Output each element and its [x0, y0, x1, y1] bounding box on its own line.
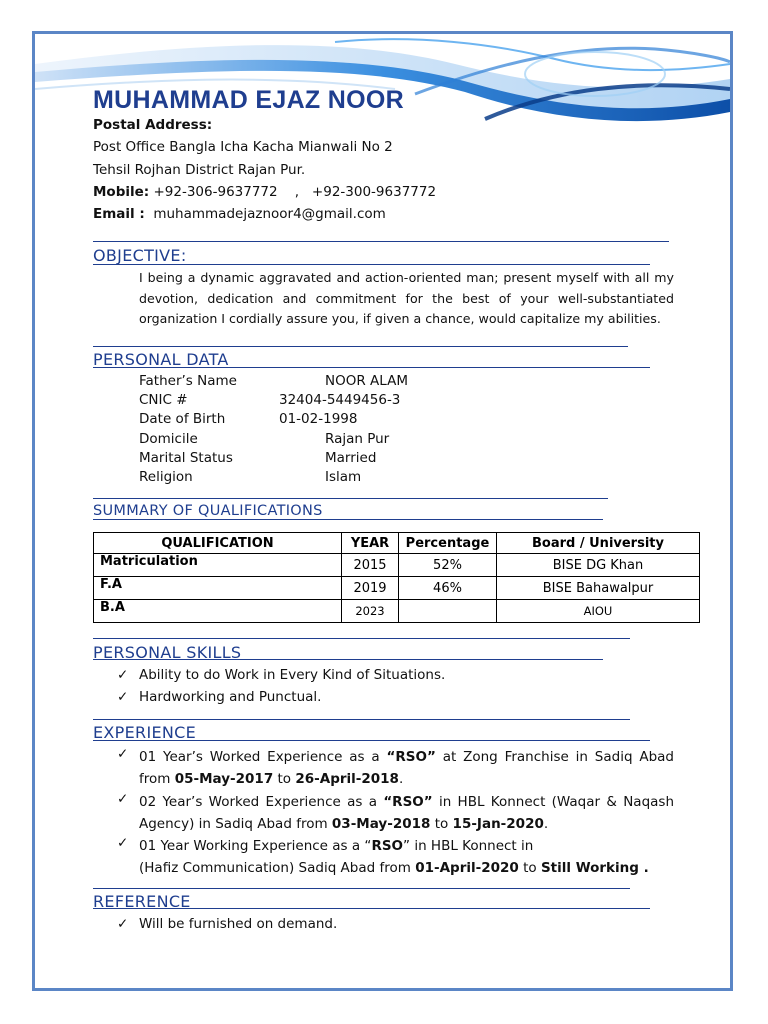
table-cell: BISE DG Khan	[497, 554, 700, 577]
table-cell: Matriculation	[94, 554, 342, 577]
personal-data-label: Marital Status	[139, 450, 233, 466]
address-line-2: Tehsil Rojhan District Rajan Pur.	[93, 162, 306, 178]
table-cell	[399, 600, 497, 623]
table-row	[94, 554, 700, 577]
personal-data-value: 32404-5449456-3	[279, 392, 401, 408]
skills-heading: PERSONAL SKILLS	[93, 643, 242, 662]
objective-heading: OBJECTIVE:	[93, 246, 187, 265]
column-header: QUALIFICATION	[94, 533, 342, 554]
divider	[93, 264, 650, 265]
address-line-1: Post Office Bangla Icha Kacha Mianwali No 2	[93, 139, 393, 155]
email-label: Email :	[93, 206, 145, 222]
divider	[93, 659, 603, 660]
divider	[93, 719, 630, 720]
reference-heading: REFERENCE	[93, 892, 191, 911]
column-header: Board / University	[497, 533, 700, 554]
mobile-line	[93, 184, 436, 200]
personal-data-label: Date of Birth	[139, 411, 226, 427]
divider	[93, 346, 628, 347]
divider	[93, 740, 650, 741]
personal-data-value: 01-02-1998	[279, 411, 358, 427]
personal-data-label: Domicile	[139, 431, 198, 447]
table-cell: AIOU	[497, 600, 700, 623]
personal-data-heading: PERSONAL DATA	[93, 350, 229, 369]
personal-data-label: CNIC #	[139, 392, 188, 408]
personal-data-label: Father’s Name	[139, 373, 237, 389]
table-cell: B.A	[94, 600, 342, 623]
qualifications-table	[93, 532, 700, 623]
table-row	[94, 577, 700, 600]
divider	[93, 908, 650, 909]
email-value[interactable]: muhammadejaznoor4@gmail.com	[144, 206, 386, 222]
experience-text: 01 Year’s Worked Experience as a “RSO” at Zong Franchise in Sadiq Abad from 05-May-2017 to 26-April-2018.	[139, 749, 674, 787]
experience-heading: EXPERIENCE	[93, 723, 197, 742]
skill-text: Ability to do Work in Every Kind of Situations.	[139, 667, 446, 683]
personal-data-value: Rajan Pur	[325, 431, 390, 447]
postal-address-label: Postal Address:	[93, 117, 213, 133]
column-header: Percentage	[399, 533, 497, 554]
divider	[93, 888, 630, 889]
candidate-name: MUHAMMAD EJAZ NOOR	[93, 86, 404, 114]
table-cell: 52%	[399, 554, 497, 577]
reference-text: Will be furnished on demand.	[139, 916, 338, 932]
table-row	[94, 600, 700, 623]
check-mark-icon: ✓	[117, 835, 129, 851]
table-cell: BISE Bahawalpur	[497, 577, 700, 600]
check-mark-icon: ✓	[117, 746, 129, 762]
personal-data-value: Married	[325, 450, 377, 466]
experience-text: 02 Year’s Worked Experience as a “RSO” in HBL Konnect (Waqar & Naqash Agency) in Sadiq Abad from 03-May-2018 to 15-Jan-2020.	[139, 794, 674, 832]
skill-text: Hardworking and Punctual.	[139, 689, 322, 705]
personal-data-value: Islam	[325, 469, 362, 485]
experience-text: 01 Year Working Experience as a “RSO” in HBL Konnect in (Hafiz Communication) Sadiq Abad from 01-April-2020 to Still Working .	[139, 838, 649, 876]
check-mark-icon: ✓	[117, 791, 129, 807]
check-mark-icon: ✓	[117, 689, 129, 705]
mobile-value: +92-306-9637772 , +92-300-9637772	[149, 184, 437, 200]
qualifications-heading: SUMMARY OF QUALIFICATIONS	[93, 503, 323, 519]
mobile-label: Mobile:	[93, 184, 150, 200]
check-mark-icon: ✓	[117, 916, 129, 932]
table-cell: 2015	[342, 554, 399, 577]
table-cell: 2019	[342, 577, 399, 600]
divider	[93, 638, 630, 639]
divider	[93, 367, 650, 368]
objective-text: I being a dynamic aggravated and action-oriented man; present myself with all my devotion, dedication and commitment for the best of your well-substantiated organization I cordially assure you, if given a chance, would capitalize my abilities.	[139, 270, 674, 326]
table-header-row	[94, 533, 700, 554]
personal-data-label: Religion	[139, 469, 193, 485]
table-cell: 46%	[399, 577, 497, 600]
personal-data-value: NOOR ALAM	[325, 373, 408, 389]
divider	[93, 498, 608, 499]
divider	[93, 241, 669, 242]
divider	[93, 519, 603, 520]
check-mark-icon: ✓	[117, 667, 129, 683]
table-cell: F.A	[94, 577, 342, 600]
table-cell: 2023	[342, 600, 399, 623]
email-line	[93, 206, 386, 222]
column-header: YEAR	[342, 533, 399, 554]
